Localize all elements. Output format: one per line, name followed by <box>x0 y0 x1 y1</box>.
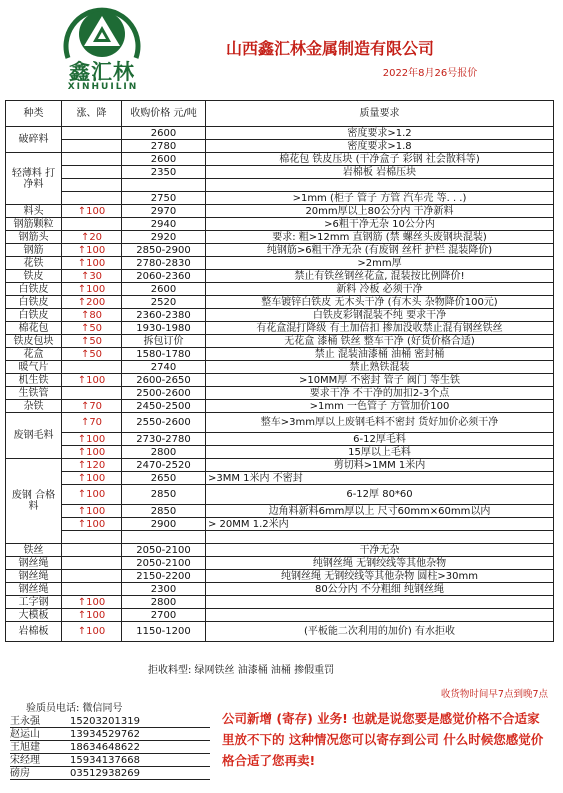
table-row <box>6 127 554 140</box>
category-cell: 钢筋 <box>6 244 62 257</box>
contact-row <box>10 728 210 741</box>
table-row <box>6 348 554 361</box>
price-cell: 2940 <box>122 218 206 231</box>
contact-name: 王永强 <box>10 716 40 727</box>
table-row <box>6 166 554 179</box>
table-row <box>6 309 554 322</box>
table-row <box>6 596 554 609</box>
header-change: 涨、降 <box>62 101 122 127</box>
table-row <box>6 244 554 257</box>
requirement-cell: 干净无杂 <box>206 544 554 557</box>
requirement-cell <box>206 531 554 544</box>
category-cell: 花铁 <box>6 257 62 270</box>
price-cell: 2600 <box>122 127 206 140</box>
price-cell: 2780-2830 <box>122 257 206 270</box>
category-cell: 白铁皮 <box>6 309 62 322</box>
price-change-cell: ↑200 <box>62 296 122 309</box>
category-cell: 杂铁 <box>6 400 62 413</box>
requirement-cell: 6-12厚毛料 <box>206 433 554 446</box>
price-cell: 2150-2200 <box>122 570 206 583</box>
price-cell: 2970 <box>122 205 206 218</box>
price-change-cell: ↑50 <box>62 348 122 361</box>
price-cell: 2750 <box>122 192 206 205</box>
requirement-cell: 纯钢丝绳 无钢绞线等其他杂物 圆柱>30mm <box>206 570 554 583</box>
contact-phone[interactable]: 03512938269 <box>70 768 140 779</box>
price-change-cell: ↑100 <box>62 433 122 446</box>
price-cell: 1580-1780 <box>122 348 206 361</box>
requirement-cell: 禁止熟铁混装 <box>206 361 554 374</box>
category-cell: 钢丝绳 <box>6 570 62 583</box>
price-change-cell <box>62 179 122 192</box>
requirement-cell: 密度要求>1.8 <box>206 140 554 153</box>
category-cell: 铁皮 <box>6 270 62 283</box>
company-name: 山西鑫汇林金属制造有限公司 <box>225 39 434 58</box>
price-cell: 2850 <box>122 485 206 505</box>
price-change-cell: ↑30 <box>62 270 122 283</box>
table-row <box>6 400 554 413</box>
table-row <box>6 335 554 348</box>
requirement-cell: 密度要求>1.2 <box>206 127 554 140</box>
table-row <box>6 205 554 218</box>
price-change-cell: ↑100 <box>62 485 122 505</box>
price-cell: 2650 <box>122 472 206 485</box>
requirement-cell: 80公分内 不分粗细 纯钢丝绳 <box>206 583 554 596</box>
refused-materials: 拒收料型: 绿网铁丝 油漆桶 油桶 掺假重罚 <box>148 665 335 676</box>
price-change-cell: ↑50 <box>62 335 122 348</box>
table-row <box>6 459 554 472</box>
price-cell: 2700 <box>122 609 206 622</box>
requirement-cell: 白铁皮彩钢混装不纯 要求干净 <box>206 309 554 322</box>
table-row <box>6 283 554 296</box>
contact-name: 磅房 <box>10 768 30 779</box>
price-cell: 2600 <box>122 153 206 166</box>
contact-name: 王旭建 <box>10 742 40 753</box>
header <box>0 0 563 100</box>
requirement-cell: 无花盒 漆桶 铁丝 整车干净 (好货价格合适) <box>206 335 554 348</box>
price-cell: 2850-2900 <box>122 244 206 257</box>
table-row <box>6 544 554 557</box>
table-row <box>6 472 554 485</box>
requirement-cell: 禁止 混装油漆桶 油桶 密封桶 <box>206 348 554 361</box>
contact-phone[interactable]: 15203201319 <box>70 716 140 727</box>
table-row <box>6 570 554 583</box>
requirement-cell: 整车镀锌白铁皮 无木头干净 (有木头 杂物降价100元) <box>206 296 554 309</box>
category-cell: 大模板 <box>6 609 62 622</box>
table-row <box>6 179 554 192</box>
contacts-title: 验质员电话: 微信同号 <box>26 703 123 714</box>
price-change-cell <box>62 583 122 596</box>
price-cell: 2050-2100 <box>122 557 206 570</box>
category-cell: 铁丝 <box>6 544 62 557</box>
requirement-cell: (平板能二次利用的加价) 有水拒收 <box>206 622 554 642</box>
table-row <box>6 387 554 400</box>
price-cell: 1930-1980 <box>122 322 206 335</box>
category-cell: 岩棉板 <box>6 622 62 642</box>
category-cell: 棉花包 <box>6 322 62 335</box>
category-cell: 破碎料 <box>6 127 62 153</box>
requirement-cell: 15厚以上毛料 <box>206 446 554 459</box>
requirement-cell: >3MM 1米内 不密封 <box>206 472 554 485</box>
requirement-cell: >2mm厚 <box>206 257 554 270</box>
requirement-cell <box>206 596 554 609</box>
table-row <box>6 583 554 596</box>
price-change-cell <box>62 192 122 205</box>
table-row <box>6 622 554 642</box>
price-cell: 2470-2520 <box>122 459 206 472</box>
category-cell: 机生铁 <box>6 374 62 387</box>
contact-name: 宋经理 <box>10 755 40 766</box>
table-row <box>6 153 554 166</box>
table-row <box>6 433 554 446</box>
requirement-cell: >10MM厚 不密封 管子 阀门 等生铁 <box>206 374 554 387</box>
table-row <box>6 270 554 283</box>
header-price: 收购价格 元/吨 <box>122 101 206 127</box>
price-cell: 2450-2500 <box>122 400 206 413</box>
contact-phone[interactable]: 18634648622 <box>70 742 140 753</box>
requirement-cell: 有花盒混打降级 有土加倍扣 掺加没收禁止混有钢丝铁丝 <box>206 322 554 335</box>
price-change-cell <box>62 544 122 557</box>
price-table <box>5 100 554 642</box>
requirement-cell: 纯钢丝绳 无钢绞线等其他杂物 <box>206 557 554 570</box>
price-cell: 2500-2600 <box>122 387 206 400</box>
contact-row <box>10 715 210 728</box>
table-row <box>6 505 554 518</box>
category-cell: 铁皮包块 <box>6 335 62 348</box>
inspector-contacts <box>10 702 210 780</box>
table-row <box>6 218 554 231</box>
price-cell <box>122 179 206 192</box>
requirement-cell: 剪切料>1MM 1米内 <box>206 459 554 472</box>
requirement-cell: 新料 冷板 必须干净 <box>206 283 554 296</box>
table-row <box>6 413 554 433</box>
requirement-cell: 禁止有铁丝钢丝花盒, 混装按比例降价! <box>206 270 554 283</box>
price-change-cell: ↑100 <box>62 505 122 518</box>
table-row <box>6 192 554 205</box>
price-table-body <box>6 127 554 642</box>
contact-list <box>10 715 210 780</box>
price-change-cell: ↑100 <box>62 244 122 257</box>
requirement-cell: >1mm 一色管子 方管加价100 <box>206 400 554 413</box>
category-cell: 钢筋颗粒 <box>6 218 62 231</box>
requirement-cell: 棉花包 铁皮压块 (干净盒子 彩钢 社会散料等) <box>206 153 554 166</box>
table-row <box>6 296 554 309</box>
requirement-cell: 要求: 粗>12mm 直钢筋 (禁 螺丝头废钢块混装) <box>206 231 554 244</box>
price-cell: 2780 <box>122 140 206 153</box>
header-requirement: 质量要求 <box>206 101 554 127</box>
contact-row <box>10 741 210 754</box>
category-cell: 工字钢 <box>6 596 62 609</box>
price-cell: 2740 <box>122 361 206 374</box>
category-cell: 钢丝绳 <box>6 557 62 570</box>
price-change-cell <box>62 387 122 400</box>
price-change-cell: ↑20 <box>62 231 122 244</box>
price-change-cell: ↑50 <box>62 322 122 335</box>
price-cell <box>122 531 206 544</box>
table-row <box>6 609 554 622</box>
category-cell: 白铁皮 <box>6 296 62 309</box>
price-change-cell <box>62 153 122 166</box>
category-cell: 废钢 合格料 <box>6 459 62 544</box>
requirement-cell: 纯钢筋>6粗干净无杂 (有废钢 丝杆 护栏 混装降价) <box>206 244 554 257</box>
contact-phone[interactable]: 15934137668 <box>70 755 140 766</box>
contact-name: 赵运山 <box>10 729 40 740</box>
header-category: 种类 <box>6 101 62 127</box>
table-header-row <box>6 101 554 127</box>
requirement-cell: 整车>3mm厚以上废钢毛料不密封 货好加价必须干净 <box>206 413 554 433</box>
quote-date: 2022年8月26号报价 <box>382 68 478 79</box>
table-row <box>6 140 554 153</box>
requirement-cell: 要求干净 不干净的加扣2-3个点 <box>206 387 554 400</box>
logo-chinese-text: 鑫汇林 <box>69 60 135 84</box>
table-row <box>6 446 554 459</box>
contact-phone[interactable]: 13934529762 <box>70 729 140 740</box>
table-row <box>6 531 554 544</box>
table-row <box>6 557 554 570</box>
storage-notice: 公司新增 (寄存) 业务! 也就是说您要是感觉价格不合适家里放不下的 这种情况您可以寄存到公司 什么时候您感觉价格合适了您再卖! <box>222 711 544 768</box>
table-row <box>6 257 554 270</box>
price-change-cell: ↑100 <box>62 374 122 387</box>
price-cell: 2900 <box>122 518 206 531</box>
requirement-cell: >1mm (柜子 管子 方管 汽车壳 等. . .) <box>206 192 554 205</box>
price-cell: 2060-2360 <box>122 270 206 283</box>
price-change-cell: ↑100 <box>62 205 122 218</box>
price-cell: 2850 <box>122 505 206 518</box>
logo-emblem-icon <box>60 4 144 64</box>
price-cell: 2800 <box>122 446 206 459</box>
price-change-cell <box>62 218 122 231</box>
category-cell: 暖气片 <box>6 361 62 374</box>
table-row <box>6 322 554 335</box>
category-cell: 轻薄料 打净料 <box>6 153 62 205</box>
price-change-cell: ↑80 <box>62 309 122 322</box>
requirement-cell <box>206 609 554 622</box>
requirement-cell <box>206 179 554 192</box>
price-cell: 2800 <box>122 596 206 609</box>
category-cell: 白铁皮 <box>6 283 62 296</box>
logo-english-text: XINHUILIN <box>67 82 139 92</box>
requirement-cell: > 20MM 1.2米内 <box>206 518 554 531</box>
category-cell: 花盒 <box>6 348 62 361</box>
company-logo <box>60 4 144 84</box>
table-row <box>6 374 554 387</box>
requirement-cell: 岩棉板 岩棉压块 <box>206 166 554 179</box>
price-change-cell <box>62 127 122 140</box>
category-cell: 废钢毛料 <box>6 413 62 459</box>
price-change-cell: ↑70 <box>62 400 122 413</box>
requirement-cell: 6-12厚 80*60 <box>206 485 554 505</box>
price-cell: 1150-1200 <box>122 622 206 642</box>
price-change-cell: ↑100 <box>62 609 122 622</box>
price-cell: 拆包订价 <box>122 335 206 348</box>
price-change-cell: ↑100 <box>62 622 122 642</box>
price-change-cell: ↑120 <box>62 459 122 472</box>
table-row <box>6 231 554 244</box>
price-change-cell <box>62 557 122 570</box>
price-cell: 2520 <box>122 296 206 309</box>
contact-row <box>10 767 210 780</box>
requirement-cell: 20mm厚以上80公分内 干净新料 <box>206 205 554 218</box>
price-cell: 2600 <box>122 283 206 296</box>
price-change-cell <box>62 140 122 153</box>
table-row <box>6 485 554 505</box>
price-change-cell <box>62 531 122 544</box>
price-cell: 2730-2780 <box>122 433 206 446</box>
price-cell: 2050-2100 <box>122 544 206 557</box>
price-change-cell: ↑100 <box>62 518 122 531</box>
category-cell: 钢筋头 <box>6 231 62 244</box>
price-cell: 2360-2380 <box>122 309 206 322</box>
price-cell: 2920 <box>122 231 206 244</box>
price-cell: 2600-2650 <box>122 374 206 387</box>
price-change-cell: ↑100 <box>62 596 122 609</box>
price-change-cell: ↑100 <box>62 446 122 459</box>
receiving-hours: 收货物时间早7点到晚7点 <box>440 689 548 700</box>
price-change-cell: ↑100 <box>62 283 122 296</box>
price-change-cell <box>62 166 122 179</box>
contact-row <box>10 754 210 767</box>
price-change-cell: ↑100 <box>62 257 122 270</box>
requirement-cell: 边角料新料6mm厚以上 尺寸60mm×60mm以内 <box>206 505 554 518</box>
table-row <box>6 518 554 531</box>
category-cell: 生铁管 <box>6 387 62 400</box>
price-cell: 2550-2600 <box>122 413 206 433</box>
price-cell: 2300 <box>122 583 206 596</box>
price-change-cell <box>62 361 122 374</box>
category-cell: 钢丝绳 <box>6 583 62 596</box>
category-cell: 料头 <box>6 205 62 218</box>
table-row <box>6 361 554 374</box>
price-change-cell: ↑70 <box>62 413 122 433</box>
price-cell: 2350 <box>122 166 206 179</box>
requirement-cell: >6粗干净无杂 10公分内 <box>206 218 554 231</box>
price-change-cell <box>62 570 122 583</box>
price-change-cell: ↑100 <box>62 472 122 485</box>
